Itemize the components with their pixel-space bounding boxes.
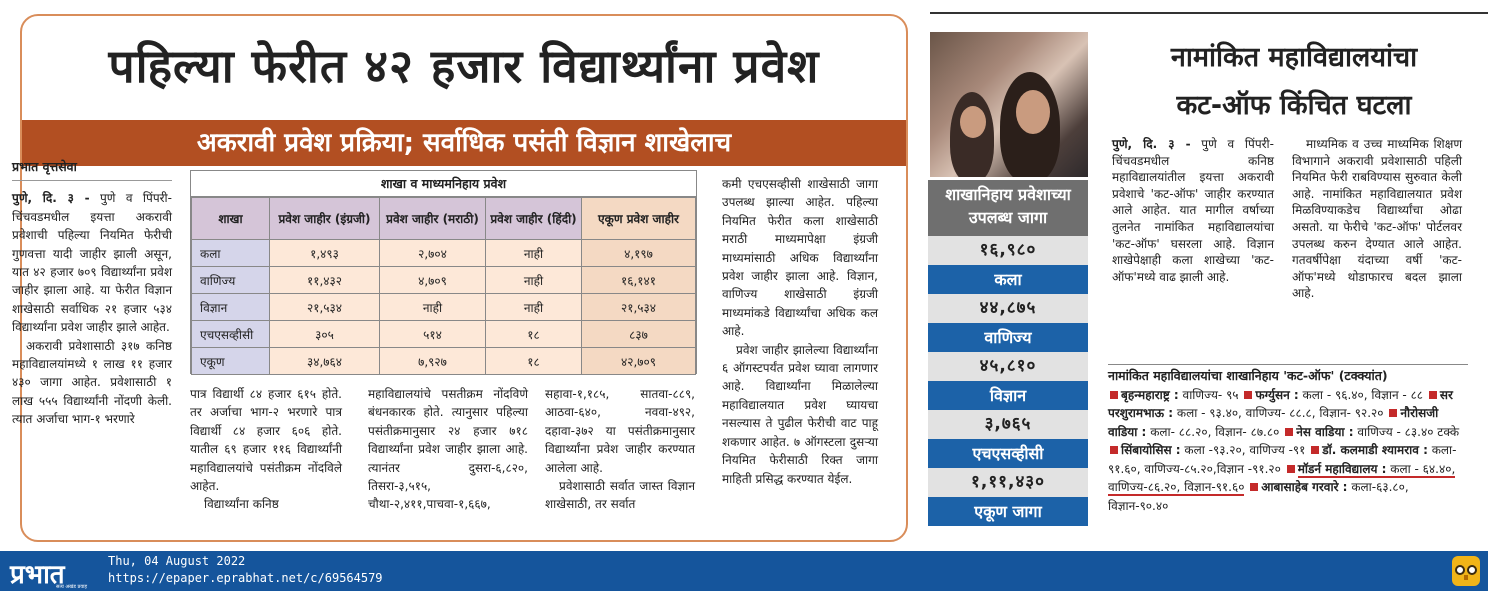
paragraph: सहावा-१,१८५, सातवा-८८९, आठवा-६४०, नववा-४९२, दहावा-३७२ या पसंतीक्रमानुसार विद्यार्थ्यांना प्रवेश जाहीर करण्यात आलेला आहे.	[545, 387, 695, 475]
bullet-icon	[1287, 465, 1295, 473]
article-column-2	[190, 385, 342, 514]
table-cell: कला	[192, 240, 270, 267]
article-headline: पहिल्या फेरीत ४२ हजार विद्यार्थ्यांना प्रवेश	[108, 39, 820, 93]
table-cell: ४२,७०९	[582, 348, 696, 375]
table-cell: एकूण	[192, 348, 270, 375]
paragraph: प्रवेशासाठी सर्वात जास्त विज्ञान शाखेसाठी, तर सर्वात	[545, 479, 695, 512]
footer-bar	[0, 551, 1488, 591]
cutoff-list-title: नामांकित महाविद्यालयांचा शाखानिहाय 'कट-ऑफ' (टक्क्यांत)	[1108, 364, 1468, 386]
table-header: प्रवेश जाहीर (मराठी)	[380, 198, 486, 240]
college-name: बृहन्महाराष्ट्र :	[1121, 387, 1179, 402]
owl-beak	[1464, 575, 1468, 580]
bullet-icon	[1389, 409, 1397, 417]
paragraph: कमी एचएसव्हीसी शाखेसाठी जागा उपलब्ध झाल्या आहेत. पहिल्या नियमित फेरीत कला शाखेसाठी मराठी माध्यमापेक्षा इंग्रजी माध्यमांसाठी अधिक विद्यार्थ्यांना प्रवेश जाहीर झाला आहे. विज्ञान, वाणिज्य शाखेसाठी इंग्रजी माध्यमांकडे विद्यार्थ्यांचा अधिक कल आहे.	[722, 177, 878, 339]
edition-date: Thu, 04 August 2022	[108, 554, 246, 568]
paragraph	[12, 189, 172, 336]
seat-count: १,११,४३०	[928, 468, 1088, 497]
table-title: शाखा व माध्यमनिहाय प्रवेश	[191, 171, 696, 197]
seats-heading: शाखानिहाय प्रवेशाच्या उपलब्ध जागा	[928, 180, 1088, 236]
paragraph: प्रवेश जाहीर झालेल्या विद्यार्थ्यांना ६ ऑगस्टपर्यंत प्रवेश घ्यावा लागणार आहे. विद्यार्थ्यांना मिळालेल्या महाविद्यालयात प्रवेश घ्यायचा नसल्यास ते पुढील फेरीची वाट पाहू शकणार आहेत. ७ ऑगस्टला दुसऱ्या नियमित फेरीसाठी रिक्त जागा माहिती प्रसिद्ध करण्यात येईल.	[722, 342, 878, 486]
article-column-3	[368, 385, 528, 514]
seat-count: ४५,८१०	[928, 352, 1088, 381]
bullet-icon	[1110, 446, 1118, 454]
table-cell: १,४९३	[270, 240, 380, 267]
seat-label: विज्ञान	[928, 381, 1088, 410]
students-photo	[930, 32, 1088, 177]
epaper-link[interactable]: https://epaper.eprabhat.net/c/69564579	[108, 571, 383, 585]
table-cell: ८३७	[582, 321, 696, 348]
table-cell: २१,५३४	[582, 294, 696, 321]
seat-count: ३,७६५	[928, 410, 1088, 439]
table-cell: नाही	[486, 267, 582, 294]
table-header-row	[192, 198, 696, 240]
cutoff-headline-line: नामांकित महाविद्यालयांचा	[1170, 42, 1418, 73]
table-cell: ५१४	[380, 321, 486, 348]
table-header: एकूण प्रवेश जाहीर	[582, 198, 696, 240]
table-cell: नाही	[486, 294, 582, 321]
table-cell: २,७०४	[380, 240, 486, 267]
table-cell: १६,१४१	[582, 267, 696, 294]
seat-label: वाणिज्य	[928, 323, 1088, 352]
college-name: नौरोसजी वाडिया :	[1108, 406, 1439, 439]
bullet-icon	[1244, 391, 1252, 399]
photo-face	[1016, 90, 1050, 134]
owl-eye	[1467, 565, 1477, 575]
college-name: मॉडर्न महाविद्यालय :	[1297, 461, 1387, 476]
article-subheadline: अकरावी प्रवेश प्रक्रिया; सर्वाधिक पसंती विज्ञान शाखेलाच	[22, 120, 906, 166]
table-cell: ४,७०९	[380, 267, 486, 294]
table-row	[192, 267, 696, 294]
college-cutoff: वाणिज्य - ८३.४० टक्के	[1357, 424, 1460, 439]
college-name: सिंबायोसिस :	[1121, 443, 1181, 457]
paragraph-text: पुणे व पिंपरी-चिंचवडमधील कनिष्ठ महाविद्यालयांतील इयत्ता अकरावी प्रवेशाचे 'कट-ऑफ' जाहीर करण्यात आले आहेत. यात मागील वर्षाच्या तुलनेत नामांकित महाविद्यालयांचा 'कट-ऑफ' घसरला आहे. विज्ञान शाखेपेक्षाही कला शाखेच्या 'कट-ऑफ'मध्ये वाढ झाली आहे.	[1112, 137, 1274, 284]
article-column-4	[545, 385, 695, 514]
college-cutoff: कला- ९१.६०, वाणिज्य-८५.२०,विज्ञान -९१.२०	[1108, 443, 1457, 476]
bullet-icon	[1311, 446, 1319, 454]
paragraph	[1112, 136, 1274, 285]
paragraph: महाविद्यालयांचे पसतीक्रम नोंदविणे बंधनकारक होते. त्यानुसार पहिल्या पसंतीक्रमानुसार २४ हजार ७१८ विद्यार्थ्यांना प्रवेश जाहीर झाला आहे. त्यानंतर दुसरा-६,८२०, तिसरा-३,५१५, चौथा-२,४११,पाचवा-१,६६७,	[368, 387, 528, 512]
paragraph-text: पुणे व पिंपरी-चिंचवडमधील इयत्ता अकरावी प्रवेशाची पहिल्या नियमित फेरीची गुणवत्ता यादी जाहीर झाली असून, यात ४२ हजार ७०९ विद्यार्थ्यांना प्रवेश जाहीर झाला आहे. या फेरीत विज्ञान शाखेसाठी सर्वाधिक २१ हजार ५३४ विद्यार्थ्यांना प्रवेश जाहीर झाले आहेत.	[12, 191, 172, 335]
owl-icon[interactable]	[1452, 556, 1480, 586]
table-cell: वाणिज्य	[192, 267, 270, 294]
table-header: प्रवेश जाहीर (इंग्रजी)	[270, 198, 380, 240]
college-cutoff: कला -९३.२०, वाणिज्य -९१	[1184, 443, 1306, 457]
paragraph: विद्यार्थ्यांना कनिष्ठ	[204, 497, 279, 512]
table-cell: १८	[486, 321, 582, 348]
table-row	[192, 348, 696, 375]
college-name: सर परशुरामभाऊ :	[1108, 387, 1453, 420]
seat-label: एचएसव्हीसी	[928, 439, 1088, 468]
photo-face	[960, 106, 986, 138]
byline: प्रभात वृत्तसेवा	[12, 158, 172, 181]
college-name: आबासाहेब गरवारे :	[1261, 480, 1348, 494]
college-name: नेस वाडिया :	[1296, 424, 1354, 439]
bullet-icon	[1110, 391, 1118, 399]
seat-count: ४४,८७५	[928, 294, 1088, 323]
college-name: फर्ग्युसन :	[1255, 387, 1299, 402]
college-cutoff: कला- ८८.२०, विज्ञान- ८७.८०	[1150, 424, 1280, 439]
section-divider	[930, 12, 1488, 14]
college-cutoff: कला-६३.८०, विज्ञान-९०.४०	[1108, 480, 1409, 513]
college-cutoff: वाणिज्य- ९५	[1182, 387, 1239, 402]
cutoff-article-column-1	[1112, 136, 1274, 285]
table-header: प्रवेश जाहीर (हिंदी)	[486, 198, 582, 240]
bullet-icon	[1250, 483, 1258, 491]
table-cell: एचएसव्हीसी	[192, 321, 270, 348]
college-cutoff: कला - ९३.४०, वाणिज्य- ८८.८, विज्ञान- ९२.२०	[1176, 406, 1384, 420]
admission-data-table	[191, 197, 696, 375]
cutoff-headline	[1108, 34, 1480, 130]
seat-label: कला	[928, 265, 1088, 294]
owl-eye	[1455, 565, 1465, 575]
table-cell: ३०५	[270, 321, 380, 348]
table-row	[192, 240, 696, 267]
table-cell: विज्ञान	[192, 294, 270, 321]
college-cutoff: कला - ९६.४०, विज्ञान - ८८	[1302, 387, 1424, 402]
table-row	[192, 294, 696, 321]
table-cell: ३४,७६४	[270, 348, 380, 375]
table-cell: २१,५३४	[270, 294, 380, 321]
bullet-icon	[1285, 428, 1293, 436]
seats-infobox	[928, 180, 1088, 540]
college-cutoff: कला - ६४.४०, वाणिज्य-८६.२०, विज्ञान-९१.६०	[1108, 461, 1456, 494]
table-cell: १८	[486, 348, 582, 375]
logo-tagline: सत्य अखंड प्रवाह	[56, 584, 88, 590]
article-column-1	[12, 158, 172, 429]
paragraph: पात्र विद्यार्थी ८४ हजार ६१५ होते. तर अर्जाचा भाग-२ भरणारे पात्र विद्यार्थी ८४ हजार ६०६ होते. यातील ६९ हजार ११६ विद्यार्थ्यांनी महाविद्यालयांचे पसंतीक्रम नोंदविले आहेत.	[190, 387, 342, 494]
paragraph: अकरावी प्रवेशासाठी ३१७ कनिष्ठ महाविद्यालयांमध्ये १ लाख ११ हजार ४३० जागा आहेत. प्रवेशासाठी १ लाख ५५५ विद्यार्थ्यांनी नोंदणी केली. त्यात अर्जाचा भाग-१ भरणारे	[12, 338, 172, 427]
table-row	[192, 321, 696, 348]
table-cell: नाही	[486, 240, 582, 267]
admission-table	[190, 170, 697, 374]
table-cell: ७,९२७	[380, 348, 486, 375]
cutoff-article-column-2	[1292, 136, 1462, 302]
table-cell: नाही	[380, 294, 486, 321]
dateline: पुणे, दि. ३ -	[1112, 137, 1191, 151]
cutoff-list	[1108, 364, 1468, 515]
table-cell: ४,१९७	[582, 240, 696, 267]
seat-count: १६,९८०	[928, 236, 1088, 265]
college-name: डॉ. कलमाडी श्यामराव :	[1322, 443, 1428, 457]
table-cell: ११,४३२	[270, 267, 380, 294]
table-header: शाखा	[192, 198, 270, 240]
cutoff-headline-line: कट-ऑफ किंचित घटला	[1176, 90, 1412, 121]
bullet-icon	[1429, 391, 1437, 399]
prabhat-logo[interactable]: प्रभात	[10, 560, 65, 590]
seat-label: एकूण जागा	[928, 497, 1088, 526]
paragraph: माध्यमिक व उच्च माध्यमिक शिक्षण विभागाने अकरावी प्रवेशासाठी पहिली नियमित फेरी राबविण्यास सुरुवात केली आहे. नामांकित महाविद्यालयात प्रवेश मिळविण्याकडेच विद्यार्थ्यांचा ओढा असतो. या फेरीचे 'कट-ऑफ' पोर्टलवर उपलब्ध करुन देण्यात आले आहेत. गतवर्षीपेक्षा यंदाच्या वर्षी 'कट-ऑफ'मध्ये थोडाफारच बदल झाला आहे.	[1292, 137, 1462, 301]
cutoff-entries	[1108, 386, 1468, 516]
article-column-5	[722, 175, 878, 488]
dateline: पुणे, दि. ३ -	[12, 191, 90, 206]
